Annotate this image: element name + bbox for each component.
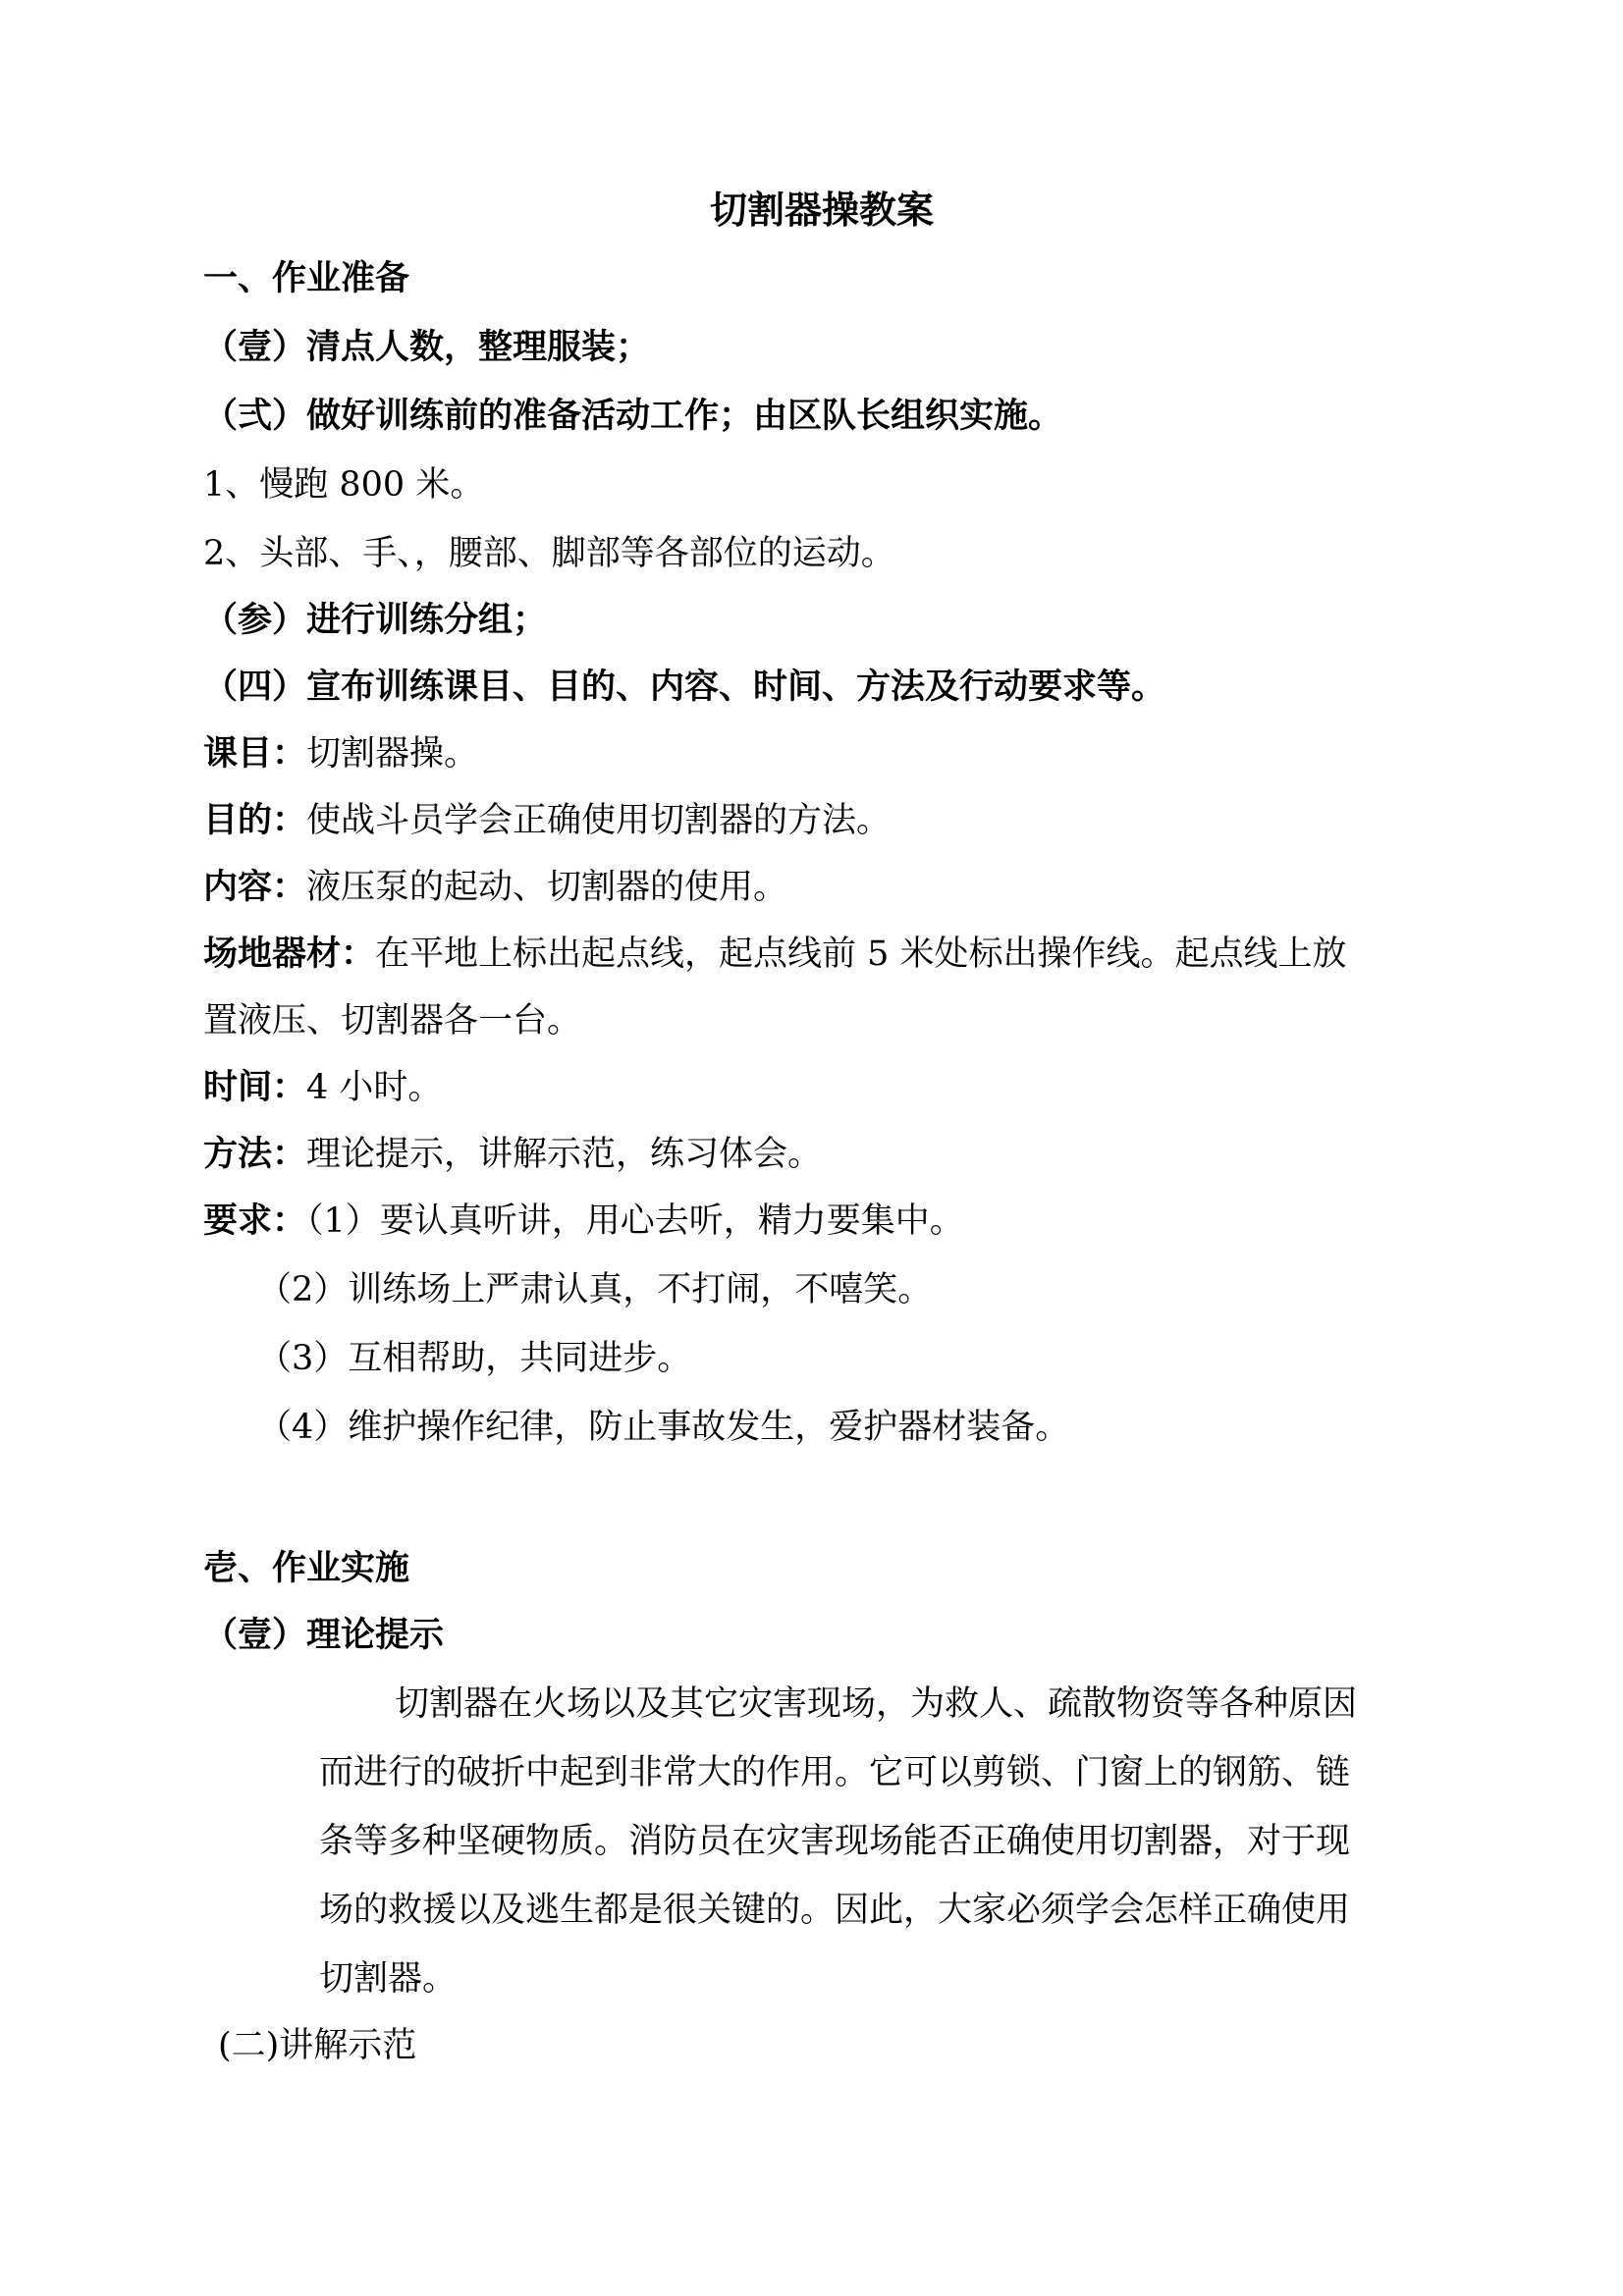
paragraph-line: 条等多种坚硬物质。消防员在灾害现场能否正确使用切割器，对于现 xyxy=(319,1822,1351,1861)
content-value: 液压泵的起动、切割器的使用。 xyxy=(306,868,788,907)
equipment-label: 场地器材： xyxy=(203,934,376,974)
time-label: 时间： xyxy=(203,1067,307,1107)
subject-value: 切割器操。 xyxy=(306,734,479,774)
requirement-item: （3）互相帮助，共同进步。 xyxy=(257,1339,692,1378)
section2-item1: （壹）理论提示 xyxy=(203,1615,445,1655)
section2-heading: 壱、作业实施 xyxy=(203,1548,410,1588)
section1-sub2: 2、头部、手、，腰部、脚部等各部位的运动。 xyxy=(203,534,895,573)
subject-label: 课目： xyxy=(203,733,307,774)
paragraph-line: 切割器在火场以及其它灾害现场，为救人、疏散物资等各种原因 xyxy=(395,1684,1358,1724)
content-label: 内容： xyxy=(203,867,307,907)
section1-item1: （壹）清点人数，整理服装； xyxy=(203,327,651,367)
section1-item2: （弍）做好训练前的准备活动工作；由区队长组织实施。 xyxy=(203,396,1063,436)
equipment-row xyxy=(203,931,1347,978)
method-row xyxy=(203,1131,822,1178)
subject-row xyxy=(203,730,478,777)
purpose-value: 使战斗员学会正确使用切割器的方法。 xyxy=(306,801,892,840)
purpose-label: 目的： xyxy=(203,800,307,840)
requirements-row xyxy=(203,1198,964,1245)
section1-item4: （四）宣布训练课目、目的、内容、时间、方法及行动要求等。 xyxy=(203,667,1166,707)
paragraph-line: 而进行的破折中起到非常大的作用。它可以剪锁、门窗上的钢筋、链 xyxy=(319,1753,1351,1792)
method-value: 理论提示，讲解示范，练习体会。 xyxy=(306,1135,823,1174)
purpose-row xyxy=(203,797,891,844)
requirement-item: （4）维护操作纪律，防止事故发生，爱护器材装备。 xyxy=(257,1408,1070,1447)
equipment-value-line1: 在平地上标出起点线，起点线前 5 米处标出操作线。起点线上放 xyxy=(375,934,1347,974)
paragraph-line: 场的救援以及逃生都是很关键的。因此，大家必须学会怎样正确使用 xyxy=(319,1891,1351,1930)
equipment-value-line2: 置液压、切割器各一台。 xyxy=(203,1001,582,1041)
requirement-item: （1）要认真听讲，用心去听，精力要集中。 xyxy=(306,1201,964,1241)
time-row xyxy=(203,1064,442,1111)
section1-item3: （参）进行训练分组； xyxy=(203,600,548,640)
requirement-item: （2）训练场上严肃认真，不打闹，不嘻笑。 xyxy=(257,1270,933,1309)
paragraph-line: 切割器。 xyxy=(319,1959,458,1999)
time-value: 4 小时。 xyxy=(306,1068,443,1107)
requirements-label: 要求： xyxy=(203,1201,307,1241)
section2-item2: (二)讲解示范 xyxy=(218,2026,417,2065)
document-title: 切割器操教案 xyxy=(710,187,935,232)
section1-heading: 一、作业准备 xyxy=(203,258,410,298)
section1-sub1: 1、慢跑 800 米。 xyxy=(203,465,485,505)
method-label: 方法： xyxy=(203,1134,307,1174)
content-row xyxy=(203,864,787,911)
